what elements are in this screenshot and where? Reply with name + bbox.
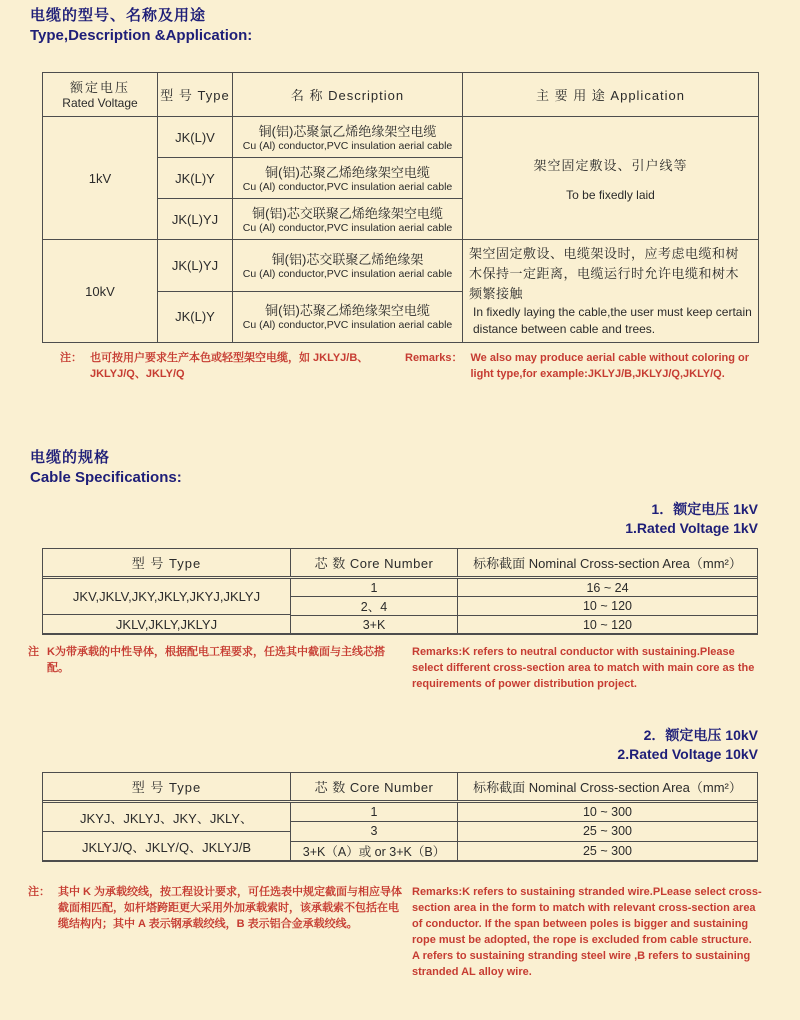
note2-zh-label: 注 (28, 646, 39, 658)
spec1-header-area: 标称截面 Nominal Cross-section Area（mm²） (473, 556, 742, 571)
cell-application-10kv (463, 240, 759, 343)
header-type (158, 73, 233, 117)
spec2-header-core: 芯 数 Core Number (291, 773, 458, 800)
cell-core-number: 3 (291, 822, 458, 840)
note3-chinese (28, 884, 408, 932)
note2-chinese (28, 644, 406, 676)
description-en: Cu (Al) conductor,PVC insulation aerial cable (242, 139, 453, 152)
cell-cross-section: 10 ~ 300 (582, 805, 632, 820)
spec2-rows (291, 803, 757, 860)
cell-type: JK(L)V (158, 117, 233, 158)
header-type-label: 型 号 Type (160, 88, 230, 103)
description-en: Cu (Al) conductor,PVC insulation aerial cable (242, 221, 453, 234)
application-zh: 架空固定敷设、电缆架设时，应考虑电缆和树木保持一定距离，电缆运行时允许电缆和树木频繁接触 (469, 246, 740, 301)
spec1-header-type: 型 号 Type (43, 549, 291, 576)
table-row (43, 240, 759, 292)
description-en: Cu (Al) conductor,PVC insulation aerial cable (242, 180, 453, 193)
header-application-label: 主 要 用 途 Application (535, 88, 686, 103)
spec2-type-group: JKYJ、JKLYJ、JKY、JKLY、 (43, 803, 290, 832)
spec1-header-core: 芯 数 Core Number (291, 549, 458, 576)
cell-application-1kv (463, 117, 759, 240)
note2-zh-text: K为带承载的中性导体，根据配电工程要求，任选其中截面与主线芯搭配。 (47, 646, 385, 674)
cell-description (233, 240, 463, 292)
spec2-header-type: 型 号 Type (43, 773, 291, 800)
spec2-body (43, 803, 757, 860)
cell-core-number: 2、4 (291, 597, 458, 615)
header-rated-voltage-zh: 额定电压 (69, 79, 130, 95)
spec2-header-area: 标称截面 Nominal Cross-section Area（mm²） (473, 780, 742, 795)
cell-type: JK(L)YJ (158, 240, 233, 292)
note3-zh-label: 注： (28, 886, 50, 898)
type-description-table (42, 72, 759, 343)
spec2-type-group: JKLYJ/Q、JKLY/Q、JKLYJ/B (81, 839, 252, 855)
cell-type: JK(L)YJ (158, 199, 233, 240)
note1-en-label: Remarks： (405, 352, 463, 364)
section1-title-zh: 电缆的型号、名称及用途 (30, 7, 207, 24)
note3-english: Remarks:K refers to sustaining stranded wire.PLease select cross-section area in the form to match with relevant cross-section area of conductor. If the span between poles is bigger and sustaining rope must be adopted, the rope is excluded from cable structure. A refers to sustaining stranding steel wire ,B refers to sustaining stranded AL alloy wire. (412, 886, 762, 978)
cell-description (233, 291, 463, 343)
cell-cross-section: 25 ~ 300 (582, 824, 632, 839)
spec1-type-column (43, 579, 291, 633)
table-row (291, 842, 757, 860)
table-row (43, 117, 759, 158)
spec1-heading-zh: 1．额定电压 1kV (651, 501, 758, 517)
section2-title-en: Cable Specifications: (30, 469, 182, 486)
cell-type: JK(L)Y (158, 158, 233, 199)
cell-core-number: 1 (291, 803, 458, 821)
spec1-header-row (43, 549, 757, 579)
spec1-type-group: JKV,JKLV,JKY,JKLY,JKYJ,JKLYJ (43, 579, 290, 615)
cell-cross-section: 16 ~ 24 (586, 580, 629, 595)
cell-voltage-1kv: 1kV (43, 117, 158, 240)
description-zh: 铜(铝)芯聚氯乙烯绝缘架空电缆 (258, 123, 437, 139)
cell-core-number: 1 (291, 579, 458, 596)
table-row (291, 616, 757, 633)
note2-english: Remarks:K refers to neutral conductor with sustaining.Please select different cross-section area to match with main core as the requirements of power distribution project. (412, 646, 755, 690)
header-description (233, 73, 463, 117)
cell-type: JK(L)Y (158, 291, 233, 343)
cell-description (233, 117, 463, 158)
spec2-header-row (43, 773, 757, 803)
description-zh: 铜(铝)芯聚乙烯绝缘架空电缆 (265, 164, 430, 180)
table-row (291, 597, 757, 616)
table-row (291, 803, 757, 822)
note1-zh-label: 注： (60, 352, 82, 364)
header-description-label: 名 称 Description (290, 88, 405, 103)
spec1-type-group: JKLV,JKLY,JKLYJ (115, 616, 218, 632)
spec-table-1kv (42, 548, 758, 635)
cell-cross-section: 25 ~ 300 (582, 843, 632, 858)
application-en: To be fixedly laid (566, 187, 655, 202)
application-en: In fixedly laying the cable,the user must keep certain distance between cable and trees. (473, 305, 752, 336)
description-zh: 铜(铝)芯交联聚乙烯绝缘架空电缆 (252, 205, 443, 221)
spec2-heading (617, 726, 758, 764)
header-application (463, 73, 759, 117)
note1-chinese (60, 350, 405, 382)
section1-title (30, 6, 252, 46)
spec2-type-column (43, 803, 291, 860)
description-zh: 铜(铝)芯聚乙烯绝缘架空电缆 (265, 303, 430, 319)
table1-header-row (43, 73, 759, 117)
cell-core-number: 3+K (291, 616, 458, 633)
cell-description (233, 158, 463, 199)
description-en: Cu (Al) conductor,PVC insulation aerial cable (242, 267, 453, 280)
spec2-heading-en: 2.Rated Voltage 10kV (617, 746, 758, 762)
description-en: Cu (Al) conductor,PVC insulation aerial cable (242, 319, 453, 332)
section2-title-zh: 电缆的规格 (30, 449, 111, 466)
cell-cross-section: 10 ~ 120 (582, 599, 632, 613)
note1-en-text: We also may produce aerial cable without coloring or light type,for example:JKLYJ/B,JKLYJ/Q,JKLY/Q. (470, 352, 750, 380)
spec1-heading-en: 1.Rated Voltage 1kV (625, 520, 758, 536)
section1-title-en: Type,Description &Application: (30, 27, 253, 44)
note1-english (405, 350, 758, 382)
note1-zh-text: 也可按用户要求生产本色或轻型架空电缆，如 JKLYJ/B、JKLYJ/Q、JKLY/Q (90, 352, 369, 380)
application-zh: 架空固定敷设、引户线等 (533, 157, 688, 173)
header-rated-voltage (43, 73, 158, 117)
table-row (291, 579, 757, 597)
note3-zh-text: 其中 K 为承载绞线，按工程设计要求，可任选表中规定截面与相应导体截面相匹配，如杆塔跨距更大采用外加承载索时，该承载索不包括在电缆结构内；其中 A 表示钢承载绞线，B 表示铝合金承载绞线。 (58, 886, 403, 930)
cell-cross-section: 10 ~ 120 (582, 617, 632, 632)
cell-voltage-10kv: 10kV (43, 240, 158, 343)
table-row (291, 822, 757, 841)
spec1-rows (291, 579, 757, 633)
cell-description (233, 199, 463, 240)
spec2-heading-zh: 2．额定电压 10kV (643, 727, 758, 743)
cell-core-number: 3+K（A）或 or 3+K（B） (291, 842, 458, 860)
spec1-body (43, 579, 757, 633)
description-zh: 铜(铝)芯交联聚乙烯绝缘架 (271, 251, 424, 267)
section2-title (30, 448, 182, 488)
spec1-heading (625, 500, 758, 538)
spec-table-10kv (42, 772, 758, 862)
header-rated-voltage-en: Rated Voltage (62, 95, 138, 110)
